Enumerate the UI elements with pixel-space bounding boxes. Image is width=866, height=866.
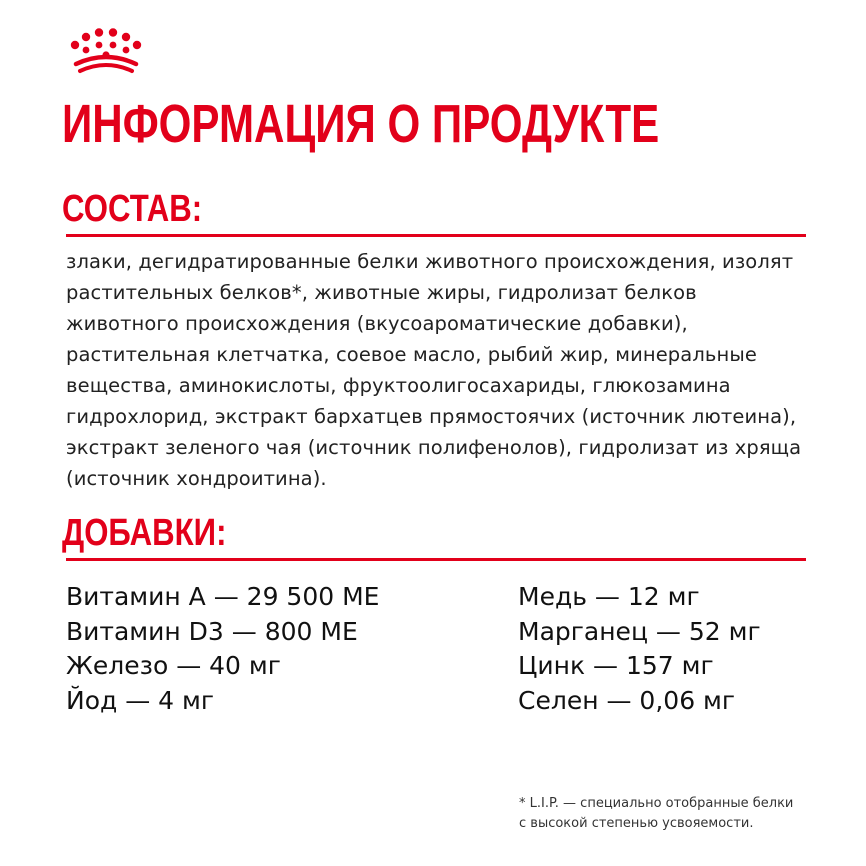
- footnote-line: * L.I.P. — специально отобранные белки: [519, 796, 794, 811]
- additive-item: Витамин А — 29 500 МЕ: [66, 582, 380, 611]
- additives-list: [66, 580, 806, 718]
- additives-heading: ДОБАВКИ:: [62, 512, 227, 554]
- additive-item: Железо — 40 мг: [66, 651, 281, 680]
- additive-item: Селен — 0,06 мг: [518, 685, 736, 715]
- composition-divider: [66, 234, 806, 237]
- additive-item: Марганец — 52 мг: [518, 616, 761, 646]
- footnote: [519, 794, 819, 834]
- composition-heading: СОСТАВ:: [62, 188, 203, 230]
- additive-item: Йод — 4 мг: [66, 685, 215, 715]
- additive-item: Медь — 12 мг: [518, 582, 700, 611]
- additives-divider: [66, 558, 806, 561]
- composition-text: злаки, дегидратированные белки животного происхождения, изолят растительных белков*, животные жиры, гидролизат белков животного происхождения (вкусоароматические добавки), растительная клетчатка, соевое масло, рыбий жир, минеральные вещества, аминокислоты, фруктоолигосахариды, глюкозамина гидрохлорид, экстракт бархатцев прямостоячих (источник лютеина), экстракт зеленого чая (источник полифенолов), гидролизат из хряща (источник хондроитина).: [66, 250, 802, 490]
- footnote-line: с высокой степенью усвояемости.: [519, 816, 754, 831]
- royal-canin-crown-icon: [66, 28, 146, 74]
- page-title: ИНФОРМАЦИЯ О ПРОДУКТЕ: [62, 94, 660, 154]
- additive-item: Цинк — 157 мг: [518, 651, 714, 680]
- additive-item: Витамин D3 — 800 МЕ: [66, 616, 358, 646]
